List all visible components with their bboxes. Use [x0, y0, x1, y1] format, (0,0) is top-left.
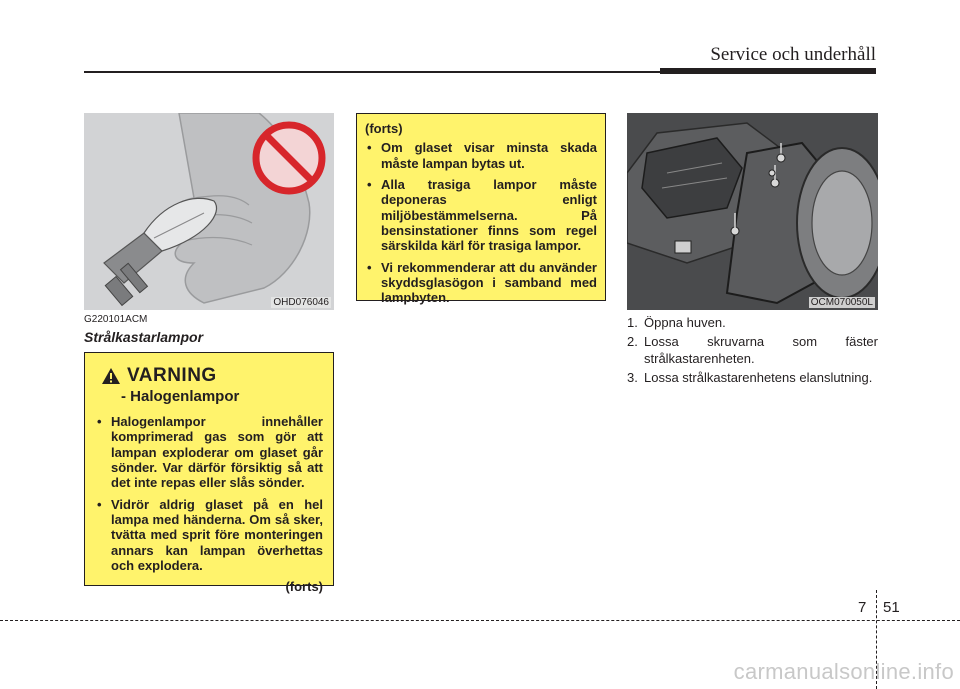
header-title: Service och underhåll	[710, 44, 876, 65]
warning-subtitle: - Halogenlampor	[121, 388, 240, 406]
warning-forts: (forts)	[285, 579, 323, 595]
step-number: 1.	[627, 315, 638, 330]
step-text: Lossa strålkastarenhetens elanslutning.	[644, 369, 873, 385]
list-item: • Halogenlampor innehåller komprimerad gas som gör att lampan exploderar om glaset går sönder. Var därför försiktig så att det inte repas eller slås sönder.	[95, 414, 323, 491]
warning-header	[95, 365, 323, 387]
step-text: Lossa skruvarna som fäster strålkastarenheten.	[644, 334, 878, 366]
headlamp-illustration	[627, 113, 878, 310]
footer-rule	[0, 620, 960, 621]
continued-list	[365, 140, 597, 305]
header-rule-accent	[660, 68, 876, 74]
continued-box	[356, 113, 606, 306]
step-number: 3.	[627, 369, 638, 385]
halogen-bulb-illustration	[84, 113, 334, 310]
section-heading: Strålkastarlampor	[84, 329, 204, 345]
list-item: • Alla trasiga lampor måste deponeras enligt miljöbestämmelserna. På bensinstationer finns som regel särskilda kärl för trasiga lampor.	[365, 177, 597, 254]
warning-box	[84, 352, 334, 595]
warning-list	[95, 414, 323, 573]
list-item: • Vidrör aldrig glaset på en hel lampa med händerna. Om så sker, tvätta med sprit före monteringen annars kan lampan överhettas och explodera.	[95, 497, 323, 574]
section-code: G220101ACM	[84, 314, 148, 325]
list-item: • Vi rekommenderar att du använder skyddsglasögon i samband med lampbyten.	[365, 260, 597, 306]
page-number: 51	[883, 599, 900, 616]
warning-triangle-icon	[101, 367, 121, 385]
list-item	[627, 370, 878, 386]
list-item	[627, 334, 878, 367]
step-number: 2.	[627, 334, 638, 350]
instruction-steps	[627, 315, 878, 389]
continued-label: (forts)	[365, 121, 403, 136]
figure-halogen-bulb	[84, 113, 334, 310]
watermark: carmanualsonline.info	[733, 659, 954, 684]
list-item	[627, 315, 878, 331]
figure-headlamp	[627, 113, 878, 310]
list-item: • Om glaset visar minsta skada måste lampan bytas ut.	[365, 140, 597, 171]
figure-code: OHD076046	[273, 297, 329, 308]
figure-code: OCM070050L	[810, 297, 873, 308]
step-text: Öppna huven.	[644, 315, 726, 330]
warning-title: VARNING	[127, 365, 217, 386]
chapter-number: 7	[858, 599, 867, 616]
